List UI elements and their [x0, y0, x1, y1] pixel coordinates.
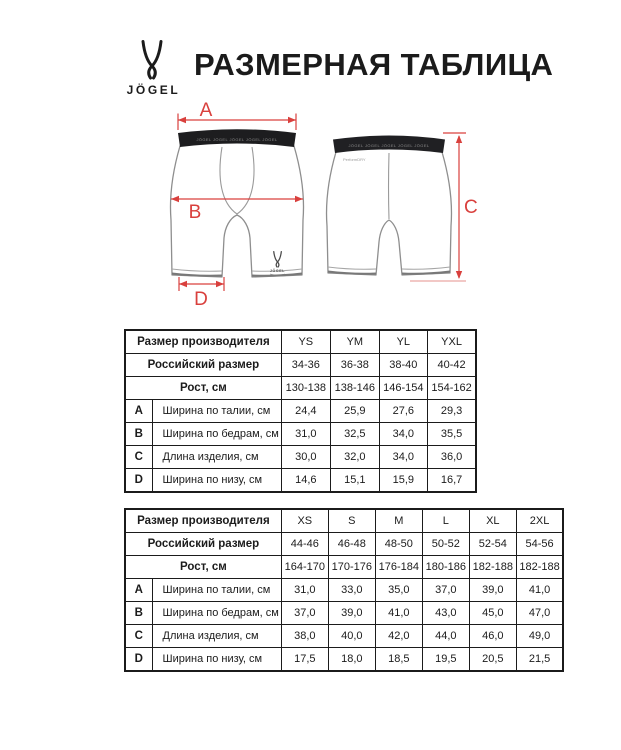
adult-size-table: [124, 508, 564, 672]
measurement-value-cell: 32,5: [330, 423, 379, 446]
measurement-key-cell: D: [125, 648, 152, 672]
size-value-cell: 52-54: [469, 533, 516, 556]
header-label-cell: Размер производителя: [125, 330, 281, 354]
size-value-cell: 182-188: [469, 556, 516, 579]
measurement-value-cell: 30,0: [281, 446, 330, 469]
measurement-value-cell: 35,0: [375, 579, 422, 602]
measurement-value-cell: 41,0: [516, 579, 563, 602]
measurement-value-cell: 25,9: [330, 400, 379, 423]
dimension-d: [179, 277, 224, 310]
size-value-cell: 36-38: [330, 354, 379, 377]
measurement-value-cell: 15,9: [379, 469, 427, 493]
measurement-value-cell: 37,0: [281, 602, 328, 625]
measurement-key-cell: B: [125, 602, 152, 625]
header-label-cell: Рост, см: [125, 556, 281, 579]
size-header-row: [125, 330, 476, 354]
size-header-row: [125, 509, 563, 533]
size-value-cell: 170-176: [328, 556, 375, 579]
front-waistband-logo-text: JÖGEL JÖGEL JÖGEL JÖGEL JÖGEL: [196, 137, 278, 142]
size-value-cell: 154-162: [427, 377, 476, 400]
header-label-cell: Российский размер: [125, 354, 281, 377]
measurement-name-cell: Ширина по низу, см: [152, 648, 281, 672]
measurement-value-cell: 34,0: [379, 446, 427, 469]
measurement-name-cell: Ширина по бедрам, см: [152, 423, 281, 446]
measurement-row: [125, 579, 563, 602]
measurement-row: [125, 648, 563, 672]
measurement-name-cell: Ширина по талии, см: [152, 400, 281, 423]
measurement-row: [125, 446, 476, 469]
measurement-key-cell: C: [125, 625, 152, 648]
size-header-row: [125, 377, 476, 400]
measurement-value-cell: 34,0: [379, 423, 427, 446]
measurement-value-cell: 39,0: [469, 579, 516, 602]
size-value-cell: 176-184: [375, 556, 422, 579]
size-value-cell: XL: [469, 509, 516, 533]
measurement-key-cell: A: [125, 579, 152, 602]
youth-size-table: [124, 329, 477, 493]
measurement-value-cell: 33,0: [328, 579, 375, 602]
size-value-cell: YS: [281, 330, 330, 354]
dimension-a-label: A: [199, 100, 213, 121]
size-value-cell: 2XL: [516, 509, 563, 533]
size-value-cell: YL: [379, 330, 427, 354]
measurement-value-cell: 17,5: [281, 648, 328, 672]
size-value-cell: 130-138: [281, 377, 330, 400]
size-value-cell: 54-56: [516, 533, 563, 556]
size-value-cell: 46-48: [328, 533, 375, 556]
front-leg-logo-text: JÖGEL: [269, 269, 286, 273]
size-value-cell: 44-46: [281, 533, 328, 556]
measurement-value-cell: 40,0: [328, 625, 375, 648]
measurement-value-cell: 45,0: [469, 602, 516, 625]
measurement-name-cell: Длина изделия, см: [152, 446, 281, 469]
measurement-row: [125, 400, 476, 423]
size-value-cell: XS: [281, 509, 328, 533]
size-value-cell: M: [375, 509, 422, 533]
jogel-logo-mark-icon: [140, 40, 164, 80]
size-value-cell: 182-188: [516, 556, 563, 579]
size-value-cell: 38-40: [379, 354, 427, 377]
measurement-value-cell: 24,4: [281, 400, 330, 423]
measurement-key-cell: C: [125, 446, 152, 469]
measurement-value-cell: 14,6: [281, 469, 330, 493]
dimension-a: [178, 100, 296, 130]
measurement-value-cell: 15,1: [330, 469, 379, 493]
measurement-row: [125, 469, 476, 493]
measurement-value-cell: 35,5: [427, 423, 476, 446]
size-value-cell: 48-50: [375, 533, 422, 556]
measurement-value-cell: 31,0: [281, 423, 330, 446]
measurement-row: [125, 602, 563, 625]
size-value-cell: 146-154: [379, 377, 427, 400]
adult-size-table-wrap: [124, 508, 564, 672]
measurement-value-cell: 39,0: [328, 602, 375, 625]
measurement-key-cell: B: [125, 423, 152, 446]
size-header-row: [125, 533, 563, 556]
size-value-cell: 164-170: [281, 556, 328, 579]
measurement-value-cell: 29,3: [427, 400, 476, 423]
youth-size-table-wrap: [124, 329, 477, 493]
size-value-cell: L: [422, 509, 469, 533]
measurement-value-cell: 44,0: [422, 625, 469, 648]
youth-size-table-body: [125, 330, 476, 492]
measurement-value-cell: 20,5: [469, 648, 516, 672]
size-value-cell: 138-146: [330, 377, 379, 400]
measurement-value-cell: 32,0: [330, 446, 379, 469]
header-label-cell: Российский размер: [125, 533, 281, 556]
header-label-cell: Рост, см: [125, 377, 281, 400]
size-value-cell: YXL: [427, 330, 476, 354]
size-header-row: [125, 354, 476, 377]
size-value-cell: 34-36: [281, 354, 330, 377]
measurement-value-cell: 41,0: [375, 602, 422, 625]
measurement-value-cell: 27,6: [379, 400, 427, 423]
dimension-c-label: C: [464, 197, 478, 218]
size-value-cell: 40-42: [427, 354, 476, 377]
measurement-key-cell: A: [125, 400, 152, 423]
measurement-value-cell: 19,5: [422, 648, 469, 672]
measurement-value-cell: 21,5: [516, 648, 563, 672]
measurement-value-cell: 46,0: [469, 625, 516, 648]
measurement-value-cell: 47,0: [516, 602, 563, 625]
measurement-row: [125, 423, 476, 446]
dimension-d-label: D: [194, 289, 208, 310]
measurement-value-cell: 42,0: [375, 625, 422, 648]
shorts-measurement-diagram: [160, 100, 480, 315]
measurement-value-cell: 49,0: [516, 625, 563, 648]
size-value-cell: 50-52: [422, 533, 469, 556]
size-value-cell: YM: [330, 330, 379, 354]
measurement-value-cell: 16,7: [427, 469, 476, 493]
header-label-cell: Размер производителя: [125, 509, 281, 533]
jogel-logo-text: JÖGEL: [126, 83, 181, 97]
dimension-b-label: B: [188, 202, 202, 223]
measurement-name-cell: Ширина по талии, см: [152, 579, 281, 602]
measurement-key-cell: D: [125, 469, 152, 493]
measurement-value-cell: 31,0: [281, 579, 328, 602]
back-fabric-label: PerformDRY: [343, 157, 366, 162]
measurement-name-cell: Ширина по бедрам, см: [152, 602, 281, 625]
jogel-logo: [120, 40, 184, 97]
measurement-name-cell: Ширина по низу, см: [152, 469, 281, 493]
size-value-cell: 180-186: [422, 556, 469, 579]
measurement-value-cell: 38,0: [281, 625, 328, 648]
measurement-row: [125, 625, 563, 648]
shorts-back-view: [326, 136, 451, 276]
measurement-value-cell: 43,0: [422, 602, 469, 625]
measurement-value-cell: 18,0: [328, 648, 375, 672]
size-value-cell: S: [328, 509, 375, 533]
measurement-name-cell: Длина изделия, см: [152, 625, 281, 648]
measurement-value-cell: 18,5: [375, 648, 422, 672]
measurement-value-cell: 37,0: [422, 579, 469, 602]
measurement-value-cell: 36,0: [427, 446, 476, 469]
adult-size-table-body: [125, 509, 563, 671]
back-waistband-logo-text: JÖGEL JÖGEL JÖGEL JÖGEL JÖGEL: [348, 143, 430, 148]
page-title: РАЗМЕРНАЯ ТАБЛИЦА: [194, 47, 554, 82]
size-header-row: [125, 556, 563, 579]
